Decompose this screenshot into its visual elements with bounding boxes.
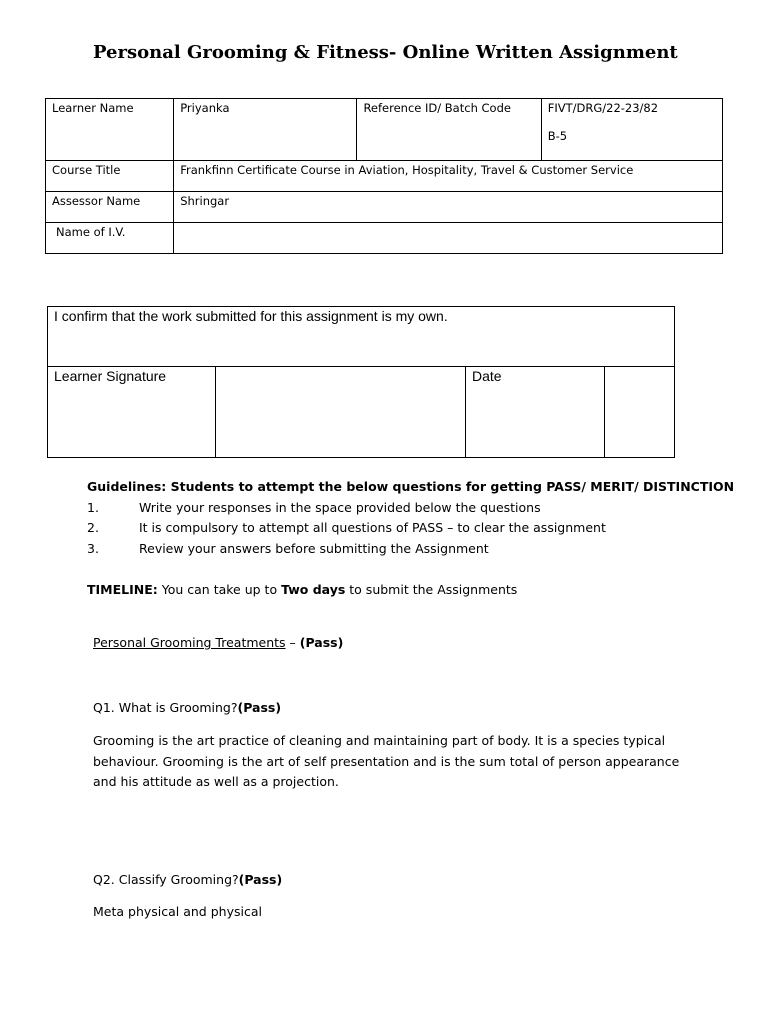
guideline-number-2: 2.	[87, 520, 99, 535]
question-1	[93, 700, 281, 715]
section-title: Personal Grooming Treatments	[93, 635, 286, 650]
learner-name-label: Learner Name	[46, 99, 174, 161]
date-label: Date	[466, 367, 605, 458]
question-1-text: Q1. What is Grooming?	[93, 700, 238, 715]
learner-signature-label: Learner Signature	[48, 367, 216, 458]
question-2-text: Q2. Classify Grooming?	[93, 872, 239, 887]
timeline-text-after: to submit the Assignments	[345, 582, 518, 597]
assessor-name-value: Shringar	[174, 192, 723, 223]
reference-id-value: FIVT/DRG/22-23/82	[547, 101, 659, 115]
learner-signature-field	[216, 367, 466, 458]
iv-name-value	[174, 223, 723, 254]
reference-id-label: Reference ID/ Batch Code	[357, 99, 541, 161]
question-2-level: (Pass)	[238, 872, 283, 887]
confirmation-table	[47, 306, 675, 458]
guideline-number-1: 1.	[87, 500, 99, 515]
iv-name-label: Name of I.V.	[46, 223, 174, 254]
answer-1: Grooming is the art practice of cleaning and maintaining part of body. It is a species typical behaviour. Grooming is the art of self presentation and is the sum total of person appearance and his attitude as well as a projection.	[93, 733, 680, 789]
timeline-line	[87, 582, 517, 597]
timeline-text-before: You can take up to	[157, 582, 282, 597]
timeline-label: TIMELINE:	[87, 582, 158, 597]
section-level: (Pass)	[299, 635, 344, 650]
guideline-number-3: 3.	[87, 541, 99, 556]
section-dash: –	[285, 635, 300, 650]
section-heading	[93, 635, 343, 650]
course-title-value: Frankfinn Certificate Course in Aviation, Hospitality, Travel & Customer Service	[174, 161, 723, 192]
guideline-text-1: Write your responses in the space provided below the questions	[139, 500, 541, 515]
learner-info-table	[45, 98, 723, 254]
guideline-text-2: It is compulsory to attempt all questions of PASS – to clear the assignment	[139, 520, 606, 535]
reference-id-cell	[541, 99, 722, 161]
course-title-label: Course Title	[46, 161, 174, 192]
question-2	[93, 872, 282, 887]
guidelines-heading: Guidelines: Students to attempt the below questions for getting PASS/ MERIT/ DISTINCTION	[87, 479, 735, 494]
batch-code-value: B-5	[547, 129, 568, 143]
confirmation-statement: I confirm that the work submitted for this assignment is my own.	[48, 307, 675, 367]
timeline-emphasis: Two days	[281, 582, 346, 597]
question-1-level: (Pass)	[237, 700, 282, 715]
learner-name-value: Priyanka	[174, 99, 357, 161]
document-title: Personal Grooming & Fitness- Online Written Assignment	[93, 42, 678, 63]
guideline-text-3: Review your answers before submitting the Assignment	[139, 541, 489, 556]
date-field	[605, 367, 675, 458]
answer-2: Meta physical and physical	[93, 904, 262, 919]
assessor-name-label: Assessor Name	[46, 192, 174, 223]
